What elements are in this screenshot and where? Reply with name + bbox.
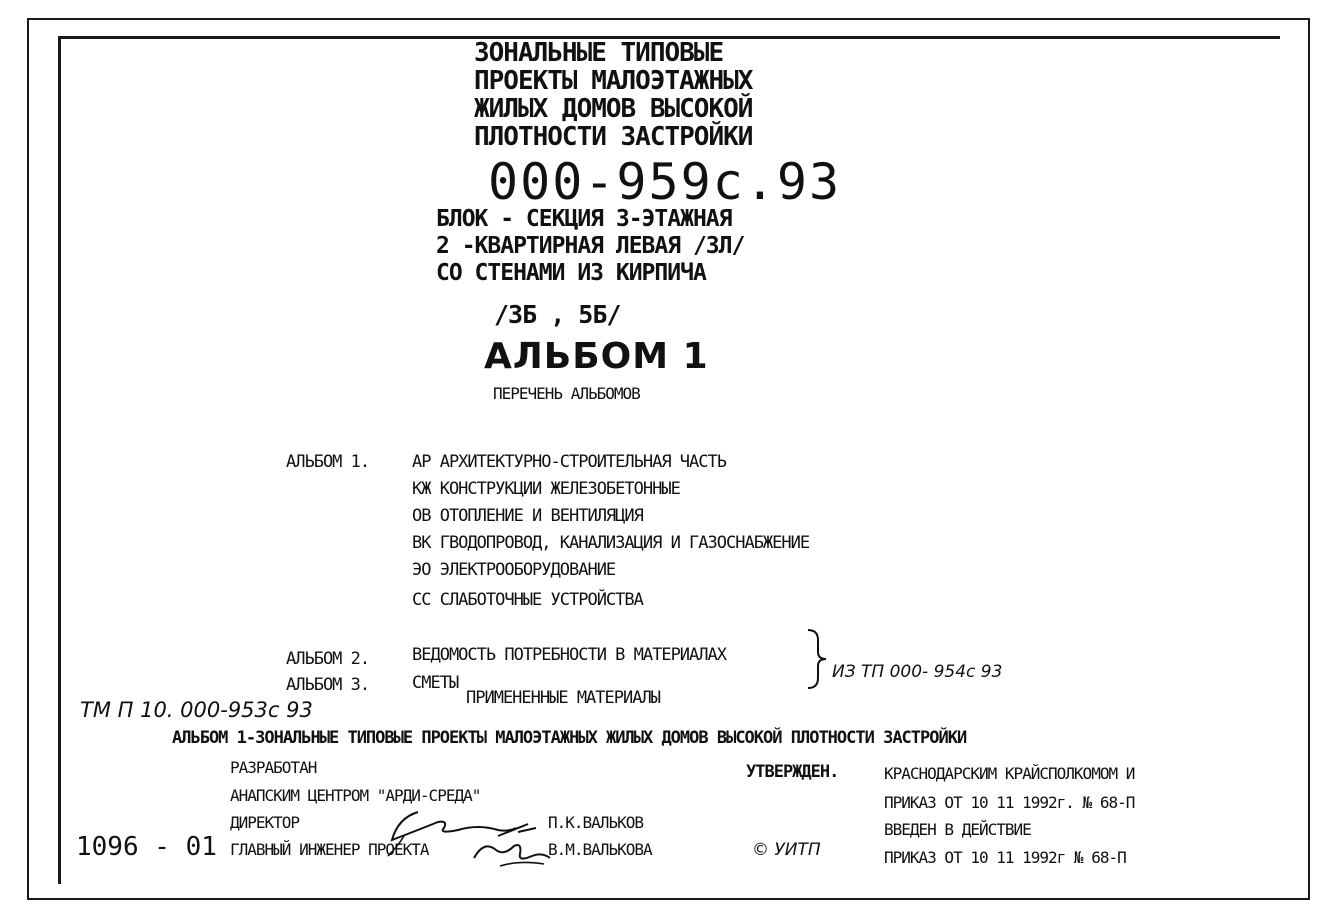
album1-label: АЛЬБОМ 1. xyxy=(286,452,370,472)
enacted-label: ВВЕДЕН В ДЕЙСТВИЕ xyxy=(884,820,1031,839)
album-title: АЛЬБОМ 1 xyxy=(484,336,709,377)
subtitle-line-2: 2 -КВАРТИРНАЯ ЛЕВАЯ /3Л/ xyxy=(436,233,745,259)
variants: /3Б , 5Б/ xyxy=(494,300,621,329)
album1-item-vk: ВК ГВОДОПРОВОД, КАНАЛИЗАЦИЯ И ГАЗОСНАБЖЕНИЕ xyxy=(412,533,810,553)
materials-heading: ПРИМЕНЕННЫЕ МАТЕРИАЛЫ xyxy=(466,688,660,708)
developed-label: РАЗРАБОТАН xyxy=(230,758,317,777)
album1-item-ss: СС СЛАБОТОЧНЫЕ УСТРОЙСТВА xyxy=(412,590,643,610)
director-name: П.К.ВАЛЬКОВ xyxy=(548,813,643,832)
order-2: ПРИКАЗ ОТ 10 11 1992г № 68-П xyxy=(884,848,1126,867)
chief-engineer-signature xyxy=(470,830,560,874)
approved-by: КРАСНОДАРСКИМ КРАЙСПОЛКОМОМ И xyxy=(884,764,1135,783)
album1-item-ov: ОВ ОТОПЛЕНИЕ И ВЕНТИЛЯЦИЯ xyxy=(412,506,643,526)
albums-list-heading: ПЕРЕЧЕНЬ АЛЬБОМОВ xyxy=(493,384,640,403)
chief-engineer-name: В.М.ВАЛЬКОВА xyxy=(548,840,652,859)
album3-text: СМЕТЫ xyxy=(412,673,459,693)
tmp-reference: ТМ П 10. 000-953c 93 xyxy=(80,698,313,722)
album1-item-ar: АР АРХИТЕКТУРНО-СТРОИТЕЛЬНАЯ ЧАСТЬ xyxy=(412,452,726,472)
project-code: 000-959c.93 xyxy=(488,153,842,211)
album1-item-kzh: КЖ КОНСТРУКЦИИ ЖЕЛЕЗОБЕТОННЫЕ xyxy=(412,479,680,499)
title-line-2: ПРОЕКТЫ МАЛОЭТАЖНЫХ xyxy=(474,66,753,96)
approved-label: УТВЕРЖДЕН. xyxy=(746,762,839,782)
title-line-3: ЖИЛЫХ ДОМОВ ВЫСОКОЙ xyxy=(474,94,753,124)
curly-brace-icon xyxy=(806,628,830,690)
copyright-mark: © УИТП xyxy=(752,840,821,860)
title-line-1: ЗОНАЛЬНЫЕ ТИПОВЫЕ xyxy=(474,38,724,68)
ref-note: ИЗ ТП 000- 954c 93 xyxy=(832,662,1003,682)
materials-album-line xyxy=(172,730,966,747)
developed-by: АНАПСКИМ ЦЕНТРОМ "АРДИ-СРЕДА" xyxy=(230,786,481,805)
album2-text: ВЕДОМОСТЬ ПОТРЕБНОСТИ В МАТЕРИАЛАХ xyxy=(412,645,726,665)
order-1: ПРИКАЗ ОТ 10 11 1992г. № 68-П xyxy=(884,793,1135,812)
document-number: 1096 - 01 xyxy=(76,832,217,862)
album2-label: АЛЬБОМ 2. xyxy=(286,649,370,669)
chief-engineer-label: ГЛАВНЫЙ ИНЖЕНЕР ПРОЕКТА xyxy=(230,840,429,859)
subtitle-line-1: БЛОК - СЕКЦИЯ 3-ЭТАЖНАЯ xyxy=(436,206,732,232)
title-line-4: ПЛОТНОСТИ ЗАСТРОЙКИ xyxy=(474,122,753,152)
album1-item-eo: ЭО ЭЛЕКТРООБОРУДОВАНИЕ xyxy=(412,560,616,580)
materials-album-line-text: АЛЬБОМ 1-ЗОНАЛЬНЫЕ ТИПОВЫЕ ПРОЕКТЫ МАЛОЭТАЖНЫХ ЖИЛЫХ ДОМОВ ВЫСОКОЙ ПЛОТНОСТИ ЗАСТРОЙКИ xyxy=(172,728,967,748)
album3-label: АЛЬБОМ 3. xyxy=(286,675,370,695)
director-label: ДИРЕКТОР xyxy=(230,813,300,832)
subtitle-line-3: СО СТЕНАМИ ИЗ КИРПИЧА xyxy=(436,260,706,286)
